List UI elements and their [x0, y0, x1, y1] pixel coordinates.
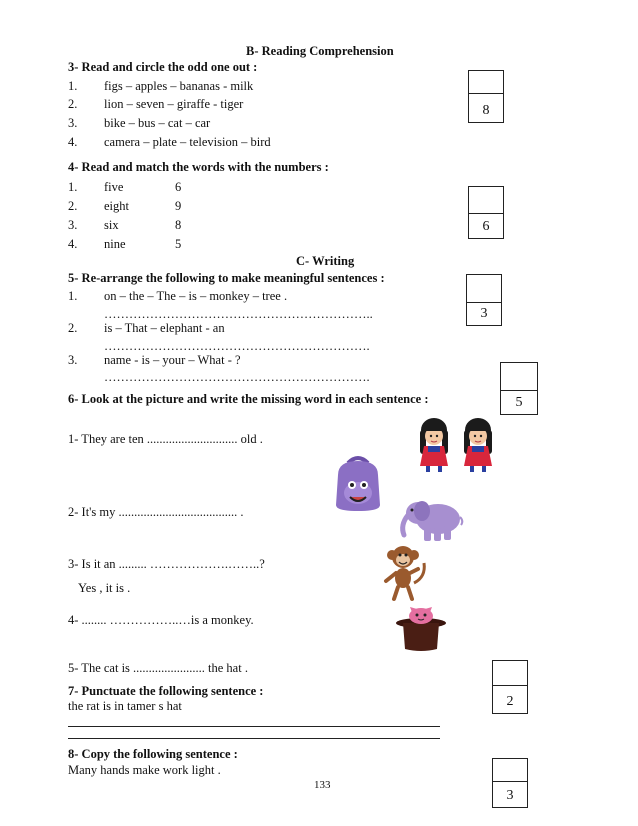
q5-score-box: [466, 274, 502, 326]
q6-sentence-5[interactable]: 5- The cat is ....................... the hat .: [68, 661, 248, 675]
q3-item-2-num: 2.: [68, 97, 78, 111]
monkey-picture: [384, 543, 428, 601]
q4-score: 6: [482, 219, 490, 234]
girls-picture: [412, 416, 504, 474]
q3-item-3: bike – bus – cat – car: [104, 116, 211, 130]
q3-title: 3- Read and circle the odd one out :: [68, 60, 258, 74]
page-number: 133: [314, 779, 331, 791]
q4-item-3-word: six: [104, 218, 119, 232]
q4-item-3-number: 8: [175, 218, 182, 232]
q3-score-box: [468, 70, 504, 123]
q6-sentence-3-answer: Yes , it is .: [78, 581, 131, 595]
q4-score-box: [468, 186, 504, 239]
q7-answer-line-2[interactable]: [68, 738, 440, 739]
cat-in-hat-picture: [394, 603, 448, 653]
q7-score: 2: [506, 694, 514, 709]
q4-item-1-word: five: [104, 180, 124, 194]
q7-answer-line-1[interactable]: [68, 726, 440, 727]
q3-item-3-num: 3.: [68, 116, 78, 130]
q6-sentence-1[interactable]: 1- They are ten ............................. old .: [68, 432, 263, 446]
q5-item-1-answer-line[interactable]: ………………………………………………………..: [104, 307, 373, 321]
q5-item-1: on – the – The – is – monkey – tree .: [104, 289, 288, 303]
q3-score: 8: [482, 103, 490, 118]
q5-title: 5- Re-arrange the following to make meaningful sentences :: [68, 271, 385, 285]
q3-item-4: camera – plate – television – bird: [104, 135, 271, 149]
q6-score: 5: [515, 395, 523, 410]
q6-score-box: [500, 362, 538, 415]
q5-item-3: name - is – your – What - ?: [104, 353, 241, 367]
q3-item-4-num: 4.: [68, 135, 78, 149]
q7-sentence: the rat is in tamer s hat: [68, 699, 182, 713]
q4-item-1-number: 6: [175, 180, 182, 194]
q4-item-1-num: 1.: [68, 180, 78, 194]
elephant-picture: [398, 495, 464, 543]
q4-item-2-num: 2.: [68, 199, 78, 213]
q3-item-1: figs – apples – bananas - milk: [104, 79, 254, 93]
section-c-title: C- Writing: [296, 254, 355, 268]
q4-title: 4- Read and match the words with the numbers :: [68, 160, 329, 174]
q8-title: 8- Copy the following sentence :: [68, 747, 238, 761]
q8-sentence: Many hands make work light .: [68, 763, 221, 777]
q7-score-box: [492, 660, 528, 714]
q6-sentence-3[interactable]: 3- Is it an ......... ……………….……..?: [68, 557, 265, 571]
q7-title: 7- Punctuate the following sentence :: [68, 684, 264, 698]
q5-score: 3: [480, 306, 488, 321]
q5-item-2-answer-line[interactable]: ……………………………………………………….: [104, 339, 370, 353]
q6-sentence-2[interactable]: 2- It's my ...................................... .: [68, 505, 244, 519]
q6-title: 6- Look at the picture and write the missing word in each sentence :: [68, 392, 429, 406]
q4-item-4-word: nine: [104, 237, 126, 251]
q5-item-2-num: 2.: [68, 321, 78, 335]
q4-item-3-num: 3.: [68, 218, 78, 232]
q8-score: 3: [506, 788, 514, 803]
q5-item-3-answer-line[interactable]: ……………………………………………………….: [104, 370, 370, 384]
q4-item-2-number: 9: [175, 199, 182, 213]
q8-score-box: [492, 758, 528, 808]
q3-item-2: lion – seven – giraffe - tiger: [104, 97, 244, 111]
q4-item-4-num: 4.: [68, 237, 78, 251]
q4-item-4-number: 5: [175, 237, 182, 251]
q5-item-2: is – That – elephant - an: [104, 321, 225, 335]
backpack-picture: [330, 455, 386, 513]
section-b-title: B- Reading Comprehension: [246, 44, 394, 58]
q4-item-2-word: eight: [104, 199, 129, 213]
q5-item-1-num: 1.: [68, 289, 78, 303]
q6-sentence-4[interactable]: 4- ........ ……………..…is a monkey.: [68, 613, 254, 627]
q3-item-1-num: 1.: [68, 79, 78, 93]
q5-item-3-num: 3.: [68, 353, 78, 367]
